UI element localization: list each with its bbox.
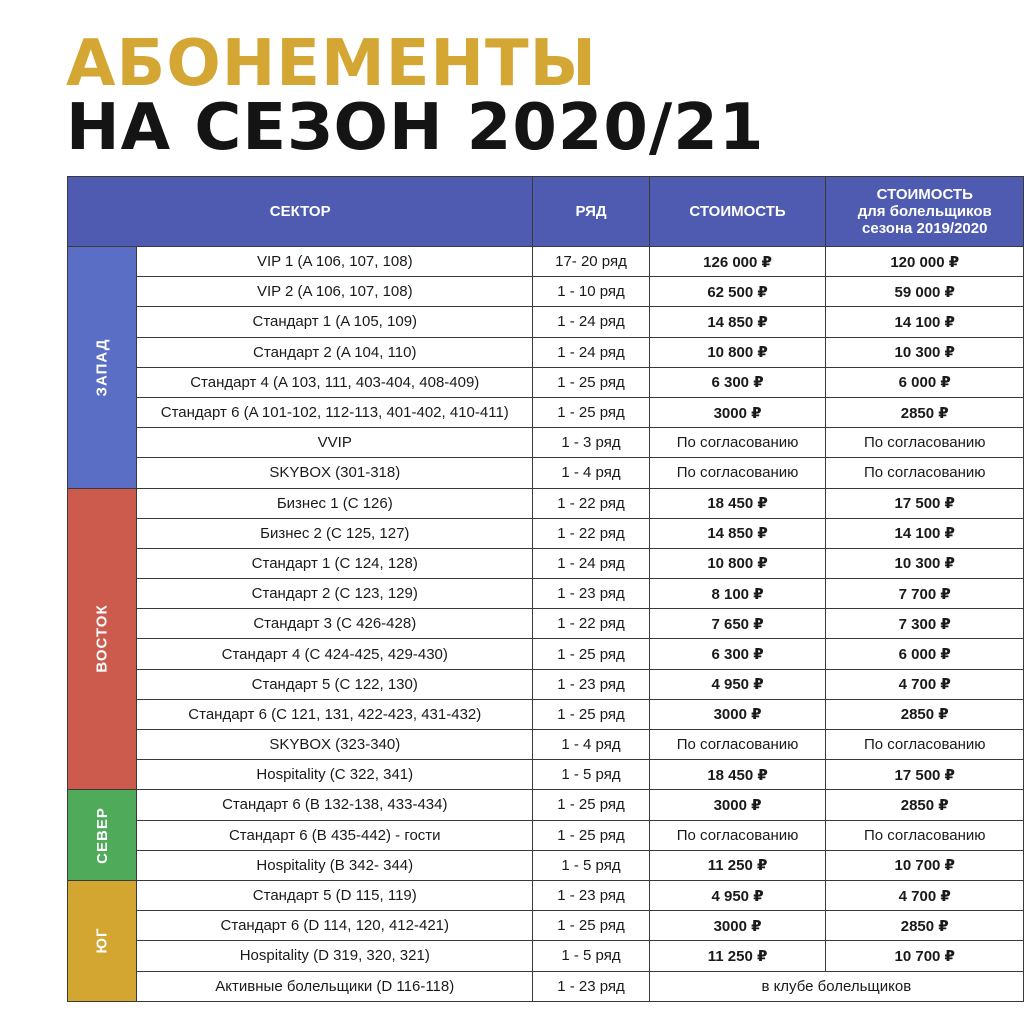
sector-cell: Активные болельщики (D 116-118) [137, 971, 533, 1001]
table-row [68, 880, 1024, 910]
zone-label: СЕВЕР [93, 806, 111, 864]
fan-price-cell: 10 700 ₽ [826, 850, 1024, 880]
price-cell: 3000 ₽ [649, 911, 826, 941]
row-cell: 1 - 5 ряд [533, 760, 649, 790]
table-row [68, 730, 1024, 760]
sector-cell: Hospitality (D 319, 320, 321) [137, 941, 533, 971]
fan-price-cell: 7 700 ₽ [826, 579, 1024, 609]
row-cell: 1 - 4 ряд [533, 458, 649, 488]
fan-price-cell: 2850 ₽ [826, 911, 1024, 941]
sector-cell: SKYBOX (323-340) [137, 730, 533, 760]
row-cell: 1 - 23 ряд [533, 880, 649, 910]
table-row [68, 428, 1024, 458]
table-row [68, 790, 1024, 820]
price-cell: По согласованию [649, 428, 826, 458]
table-row [68, 760, 1024, 790]
row-cell: 1 - 24 ряд [533, 307, 649, 337]
fan-price-cell: 10 300 ₽ [826, 337, 1024, 367]
fan-price-cell: 17 500 ₽ [826, 488, 1024, 518]
price-cell: 18 450 ₽ [649, 760, 826, 790]
row-cell: 1 - 23 ряд [533, 669, 649, 699]
fan-price-cell: 10 700 ₽ [826, 941, 1024, 971]
table-row [68, 277, 1024, 307]
zone-cell [68, 247, 137, 489]
fan-price-cell: 10 300 ₽ [826, 548, 1024, 578]
table-row [68, 669, 1024, 699]
price-cell: 126 000 ₽ [649, 247, 826, 277]
zone-label: ВОСТОК [93, 604, 111, 674]
header-price: СТОИМОСТЬ [649, 177, 826, 247]
price-cell: 11 250 ₽ [649, 850, 826, 880]
fan-price-cell: 2850 ₽ [826, 397, 1024, 427]
sector-cell: VIP 1 (A 106, 107, 108) [137, 247, 533, 277]
fan-price-cell: По согласованию [826, 428, 1024, 458]
table-row [68, 367, 1024, 397]
sector-cell: Бизнес 2 (C 125, 127) [137, 518, 533, 548]
table-row [68, 397, 1024, 427]
row-cell: 17- 20 ряд [533, 247, 649, 277]
price-cell: 18 450 ₽ [649, 488, 826, 518]
sector-cell: Стандарт 2 (A 104, 110) [137, 337, 533, 367]
row-cell: 1 - 4 ряд [533, 730, 649, 760]
price-cell: 3000 ₽ [649, 699, 826, 729]
row-cell: 1 - 22 ряд [533, 518, 649, 548]
zone-label: ЗАПАД [93, 338, 111, 397]
price-cell: По согласованию [649, 730, 826, 760]
fan-price-cell: 17 500 ₽ [826, 760, 1024, 790]
zone-cell [68, 488, 137, 790]
table-row [68, 307, 1024, 337]
row-cell: 1 - 25 ряд [533, 911, 649, 941]
fan-price-cell: 4 700 ₽ [826, 880, 1024, 910]
sector-cell: Стандарт 6 (B 435-442) - гости [137, 820, 533, 850]
sector-cell: Стандарт 5 (C 122, 130) [137, 669, 533, 699]
row-cell: 1 - 25 ряд [533, 397, 649, 427]
sector-cell: Стандарт 4 (C 424-425, 429-430) [137, 639, 533, 669]
fan-price-cell: По согласованию [826, 820, 1024, 850]
fan-price-cell: По согласованию [826, 458, 1024, 488]
table-row [68, 488, 1024, 518]
table-row [68, 911, 1024, 941]
price-cell: 6 300 ₽ [649, 367, 826, 397]
table-row [68, 699, 1024, 729]
price-cell: По согласованию [649, 820, 826, 850]
header-fan-price-line3: сезона 2019/2020 [862, 220, 988, 237]
table-row [68, 518, 1024, 548]
sector-cell: Стандарт 6 (D 114, 120, 412-421) [137, 911, 533, 941]
price-cell: 11 250 ₽ [649, 941, 826, 971]
title-line-1: АБОНЕМЕНТЫ [66, 27, 597, 101]
price-cell: 3000 ₽ [649, 790, 826, 820]
table-body [68, 247, 1024, 1002]
fan-price-cell: 6 000 ₽ [826, 639, 1024, 669]
row-cell: 1 - 25 ряд [533, 820, 649, 850]
price-cell: 6 300 ₽ [649, 639, 826, 669]
sector-cell: Стандарт 1 (A 105, 109) [137, 307, 533, 337]
zone-cell [68, 790, 137, 881]
table-row [68, 337, 1024, 367]
table-row [68, 850, 1024, 880]
sector-cell: VIP 2 (A 106, 107, 108) [137, 277, 533, 307]
table-header-row [68, 177, 1024, 247]
fan-price-cell: 6 000 ₽ [826, 367, 1024, 397]
table-row [68, 548, 1024, 578]
sector-cell: Стандарт 1 (C 124, 128) [137, 548, 533, 578]
price-cell: 14 850 ₽ [649, 307, 826, 337]
row-cell: 1 - 22 ряд [533, 488, 649, 518]
row-cell: 1 - 25 ряд [533, 790, 649, 820]
row-cell: 1 - 25 ряд [533, 367, 649, 397]
merged-price-cell: в клубе болельщиков [649, 971, 1023, 1001]
table-row [68, 820, 1024, 850]
sector-cell: Стандарт 6 (A 101-102, 112-113, 401-402, 410-411) [137, 397, 533, 427]
table-row [68, 458, 1024, 488]
sector-cell: VVIP [137, 428, 533, 458]
row-cell: 1 - 22 ряд [533, 609, 649, 639]
price-cell: 4 950 ₽ [649, 880, 826, 910]
header-fan-price-line1: СТОИМОСТЬ [876, 186, 973, 203]
header-fan-price-line2: для болельщиков [857, 203, 992, 220]
fan-price-cell: 2850 ₽ [826, 699, 1024, 729]
header-row: РЯД [533, 177, 649, 247]
fan-price-cell: 2850 ₽ [826, 790, 1024, 820]
sector-cell: Стандарт 6 (C 121, 131, 422-423, 431-432) [137, 699, 533, 729]
price-table [67, 176, 1024, 1002]
row-cell: 1 - 25 ряд [533, 639, 649, 669]
sector-cell: Стандарт 6 (B 132-138, 433-434) [137, 790, 533, 820]
row-cell: 1 - 5 ряд [533, 941, 649, 971]
fan-price-cell: 4 700 ₽ [826, 669, 1024, 699]
fan-price-cell: 120 000 ₽ [826, 247, 1024, 277]
price-cell: 10 800 ₽ [649, 548, 826, 578]
row-cell: 1 - 3 ряд [533, 428, 649, 458]
price-cell: 10 800 ₽ [649, 337, 826, 367]
table-row [68, 247, 1024, 277]
table-row [68, 971, 1024, 1001]
price-cell: 8 100 ₽ [649, 579, 826, 609]
title-line-2: НА СЕЗОН 2020/21 [66, 91, 765, 165]
fan-price-cell: 14 100 ₽ [826, 518, 1024, 548]
row-cell: 1 - 24 ряд [533, 548, 649, 578]
header-fan-price [826, 177, 1024, 247]
sector-cell: Hospitality (C 322, 341) [137, 760, 533, 790]
header-sector: СЕКТОР [68, 177, 533, 247]
table-row [68, 579, 1024, 609]
row-cell: 1 - 24 ряд [533, 337, 649, 367]
price-cell: 62 500 ₽ [649, 277, 826, 307]
zone-label: ЮГ [93, 927, 111, 954]
sector-cell: Стандарт 2 (C 123, 129) [137, 579, 533, 609]
price-cell: 14 850 ₽ [649, 518, 826, 548]
price-cell: 7 650 ₽ [649, 609, 826, 639]
sector-cell: Бизнес 1 (C 126) [137, 488, 533, 518]
row-cell: 1 - 25 ряд [533, 699, 649, 729]
row-cell: 1 - 23 ряд [533, 579, 649, 609]
table-row [68, 609, 1024, 639]
sector-cell: Стандарт 3 (C 426-428) [137, 609, 533, 639]
row-cell: 1 - 5 ряд [533, 850, 649, 880]
sector-cell: Стандарт 5 (D 115, 119) [137, 880, 533, 910]
fan-price-cell: 14 100 ₽ [826, 307, 1024, 337]
fan-price-cell: 7 300 ₽ [826, 609, 1024, 639]
row-cell: 1 - 10 ряд [533, 277, 649, 307]
sector-cell: Стандарт 4 (A 103, 111, 403-404, 408-409) [137, 367, 533, 397]
sector-cell: SKYBOX (301-318) [137, 458, 533, 488]
price-cell: 3000 ₽ [649, 397, 826, 427]
row-cell: 1 - 23 ряд [533, 971, 649, 1001]
fan-price-cell: 59 000 ₽ [826, 277, 1024, 307]
table-row [68, 941, 1024, 971]
sector-cell: Hospitality (B 342- 344) [137, 850, 533, 880]
table-row [68, 639, 1024, 669]
fan-price-cell: По согласованию [826, 730, 1024, 760]
price-cell: 4 950 ₽ [649, 669, 826, 699]
price-cell: По согласованию [649, 458, 826, 488]
zone-cell [68, 880, 137, 1001]
